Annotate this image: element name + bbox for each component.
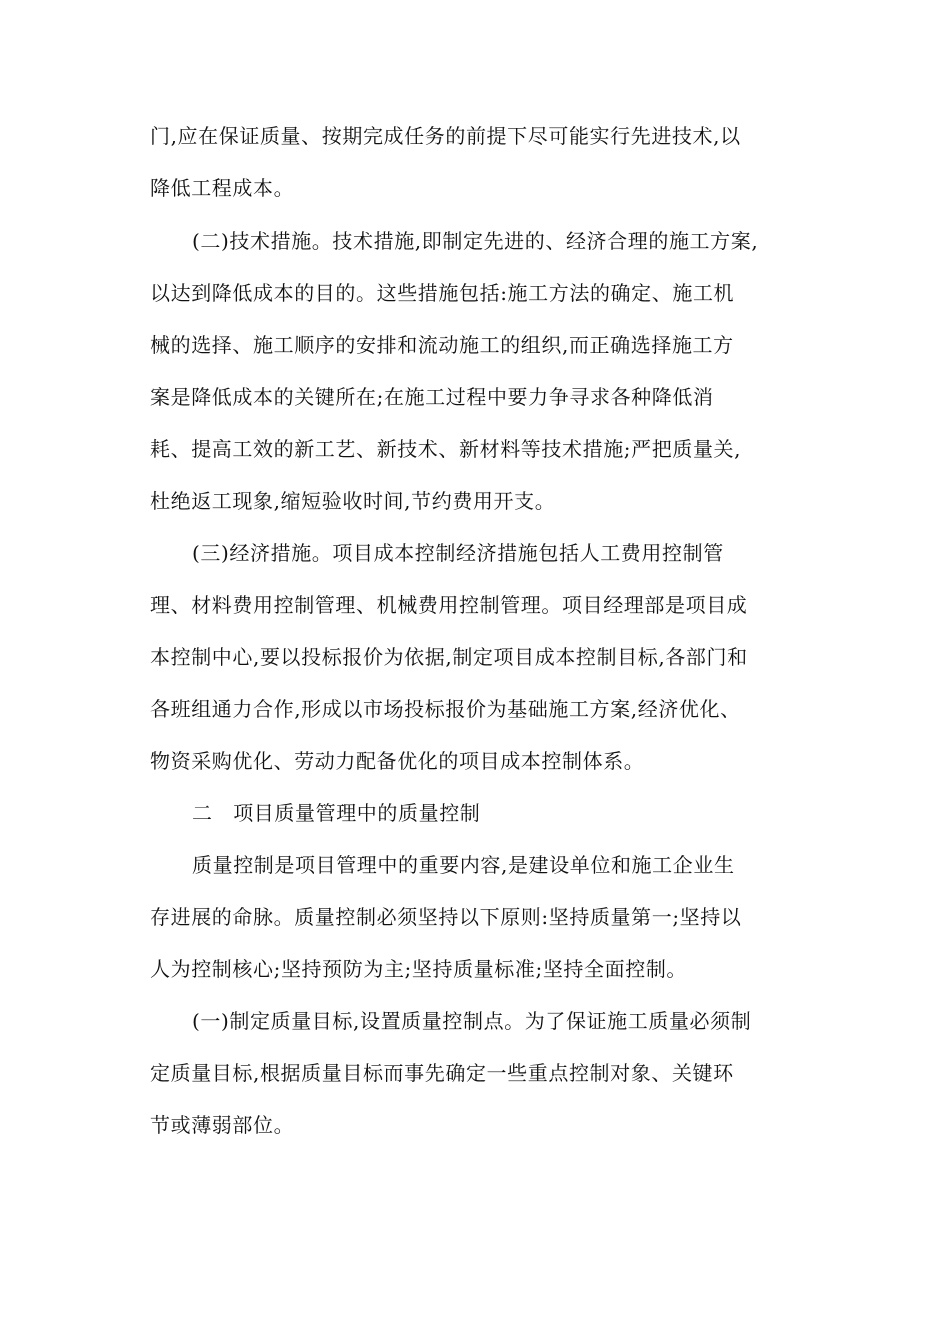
paragraph-start-line: (一)制定质量目标,设置质量控制点。为了保证施工质量必须制 (192, 1009, 752, 1033)
text-line: 门,应在保证质量、按期完成任务的前提下尽可能实行先进技术,以 (150, 124, 741, 148)
paragraph-start-line: (三)经济措施。项目成本控制经济措施包括人工费用控制管 (192, 541, 724, 565)
text-line: 以达到降低成本的目的。这些措施包括:施工方法的确定、施工机 (150, 281, 735, 305)
text-line: 存进展的命脉。质量控制必须坚持以下原则:坚持质量第一;坚持以 (150, 905, 742, 929)
text-line: 杜绝返工现象,缩短验收时间,节约费用开支。 (150, 489, 556, 513)
text-line: 节或薄弱部位。 (150, 1113, 295, 1137)
text-line: 理、材料费用控制管理、机械费用控制管理。项目经理部是项目成 (150, 593, 748, 617)
text-line: 各班组通力合作,形成以市场投标报价为基础施工方案,经济优化、 (150, 697, 741, 721)
text-line: 降低工程成本。 (150, 176, 295, 200)
text-line: 物资采购优化、劳动力配备优化的项目成本控制体系。 (150, 749, 645, 773)
paragraph-start-line: 质量控制是项目管理中的重要内容,是建设单位和施工企业生 (192, 853, 735, 877)
section-heading: 二 项目质量管理中的质量控制 (192, 801, 481, 825)
text-line: 耗、提高工效的新工艺、新技术、新材料等技术措施;严把质量关, (150, 437, 742, 461)
text-line: 本控制中心,要以投标报价为依据,制定项目成本控制目标,各部门和 (150, 645, 748, 669)
paragraph-start-line: (二)技术措施。技术措施,即制定先进的、经济合理的施工方案, (192, 229, 759, 253)
text-line: 定质量目标,根据质量目标而事先确定一些重点控制对象、关键环 (150, 1061, 734, 1085)
text-line: 械的选择、施工顺序的安排和流动施工的组织,而正确选择施工方 (150, 333, 734, 357)
text-line: 人为控制核心;坚持预防为主;坚持质量标准;坚持全面控制。 (150, 957, 688, 981)
text-line: 案是降低成本的关键所在;在施工过程中要力争寻求各种降低消 (150, 385, 714, 409)
